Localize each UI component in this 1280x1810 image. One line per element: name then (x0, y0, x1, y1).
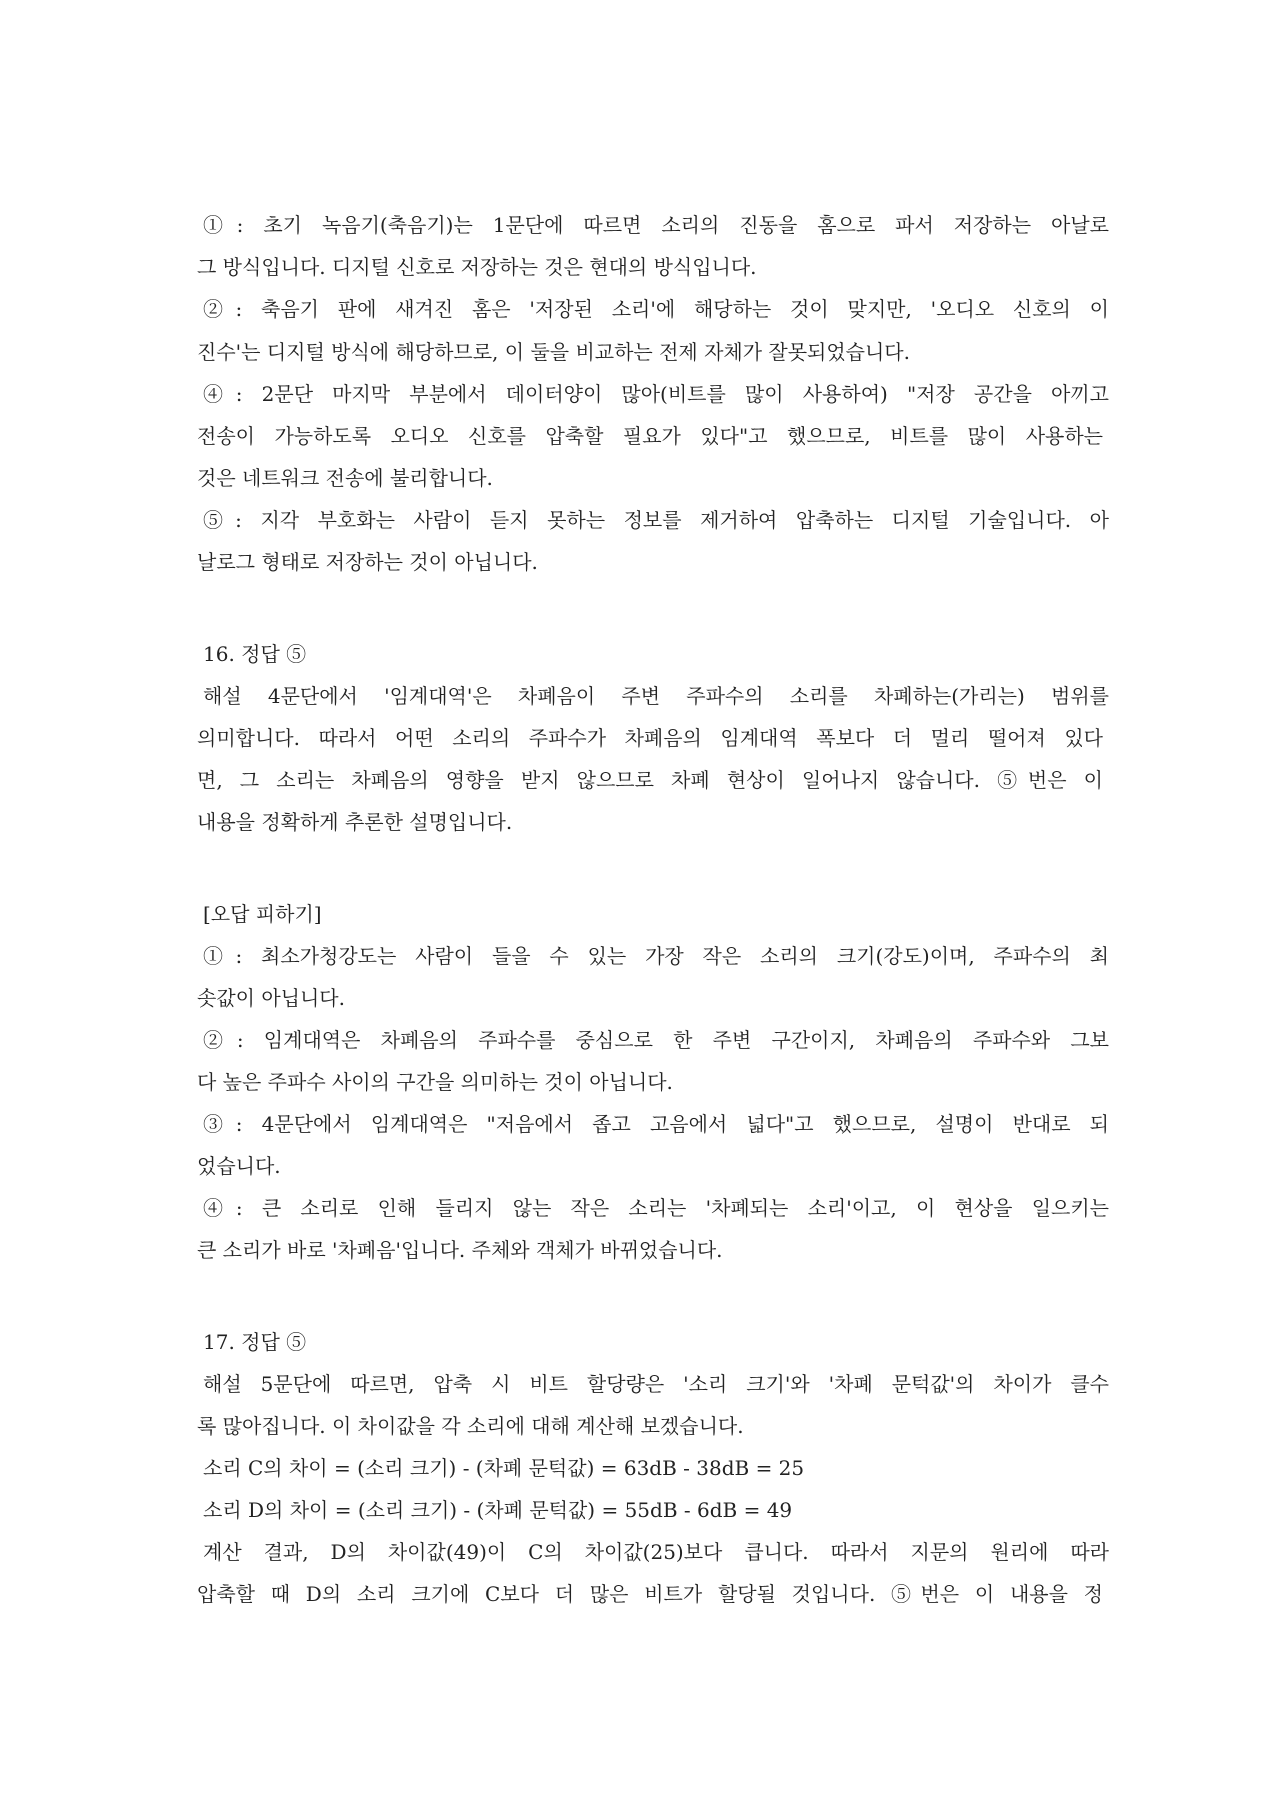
text-line: 록 많아집니다. 이 차이값을 각 소리에 대해 계산해 보겠습니다. (197, 1414, 744, 1438)
text-line: ②: 축음기 판에 새겨진 홈은 '저장된 소리'에 해당하는 것이 맞지만, '오디오 신호의 이 (203, 297, 1109, 321)
text-line: 전송이 가능하도록 오디오 신호를 압축할 필요가 있다"고 했으므로, 비트를 많이 사용하는 (197, 424, 1103, 448)
text-line: 다 높은 주파수 사이의 구간을 의미하는 것이 아닙니다. (197, 1070, 673, 1094)
formula-line: 소리 D의 차이 = (소리 크기) - (차폐 문턱값) = 55dB - 6dB = 49 (203, 1498, 793, 1522)
formula-line: 소리 C의 차이 = (소리 크기) - (차폐 문턱값) = 63dB - 38dB = 25 (203, 1456, 805, 1480)
question-heading: 17. 정답 ⑤ (203, 1330, 307, 1354)
text-line: ⑤: 지각 부호화는 사람이 듣지 못하는 정보를 제거하여 압축하는 디지털 기술입니다. 아 (203, 508, 1109, 532)
text-line: ③: 4문단에서 임계대역은 "저음에서 좁고 고음에서 넓다"고 했으므로, 설명이 반대로 되 (203, 1112, 1109, 1136)
text-line: 그 방식입니다. 디지털 신호로 저장하는 것은 현대의 방식입니다. (197, 255, 757, 279)
text-line: ④: 2문단 마지막 부분에서 데이터양이 많아(비트를 많이 사용하여) "저장 공간을 아끼고 (203, 382, 1109, 406)
text-line: 압축할 때 D의 소리 크기에 C보다 더 많은 비트가 할당될 것입니다. ⑤번은 이 내용을 정 (197, 1582, 1103, 1606)
text-line: 진수'는 디지털 방식에 해당하므로, 이 둘을 비교하는 전제 자체가 잘못되었습니다. (197, 340, 910, 364)
question-heading: 16. 정답 ⑤ (203, 642, 307, 666)
text-line: 내용을 정확하게 추론한 설명입니다. (197, 810, 513, 834)
text-line: ②: 임계대역은 차폐음의 주파수를 중심으로 한 주변 구간이지, 차폐음의 주파수와 그보 (203, 1028, 1109, 1052)
text-line: 해설 5문단에 따르면, 압축 시 비트 할당량은 '소리 크기'와 '차폐 문턱값'의 차이가 클수 (203, 1372, 1109, 1396)
text-line: 었습니다. (197, 1154, 281, 1178)
section-heading: [오답 피하기] (203, 902, 322, 926)
text-line: 의미합니다. 따라서 어떤 소리의 주파수가 차폐음의 임계대역 폭보다 더 멀리 떨어져 있다 (197, 726, 1103, 750)
text-line: 날로그 형태로 저장하는 것이 아닙니다. (197, 550, 538, 574)
text-line: 해설 4문단에서 '임계대역'은 차폐음이 주변 주파수의 소리를 차폐하는(가리는) 범위를 (203, 684, 1109, 708)
text-line: 솟값이 아닙니다. (197, 986, 345, 1010)
text-line: 면, 그 소리는 차폐음의 영향을 받지 않으므로 차폐 현상이 일어나지 않습니다. ⑤번은 이 (197, 768, 1103, 792)
text-line: 것은 네트워크 전송에 불리합니다. (197, 466, 493, 490)
text-line: 큰 소리가 바로 '차폐음'입니다. 주체와 객체가 바뀌었습니다. (197, 1238, 723, 1262)
text-line: 계산 결과, D의 차이값(49)이 C의 차이값(25)보다 큽니다. 따라서 지문의 원리에 따라 (203, 1540, 1109, 1564)
text-line: ①: 초기 녹음기(축음기)는 1문단에 따르면 소리의 진동을 홈으로 파서 저장하는 아날로 (203, 213, 1109, 237)
text-line: ④: 큰 소리로 인해 들리지 않는 작은 소리는 '차폐되는 소리'이고, 이 현상을 일으키는 (203, 1196, 1109, 1220)
text-line: ①: 최소가청강도는 사람이 들을 수 있는 가장 작은 소리의 크기(강도)이며, 주파수의 최 (203, 944, 1109, 968)
